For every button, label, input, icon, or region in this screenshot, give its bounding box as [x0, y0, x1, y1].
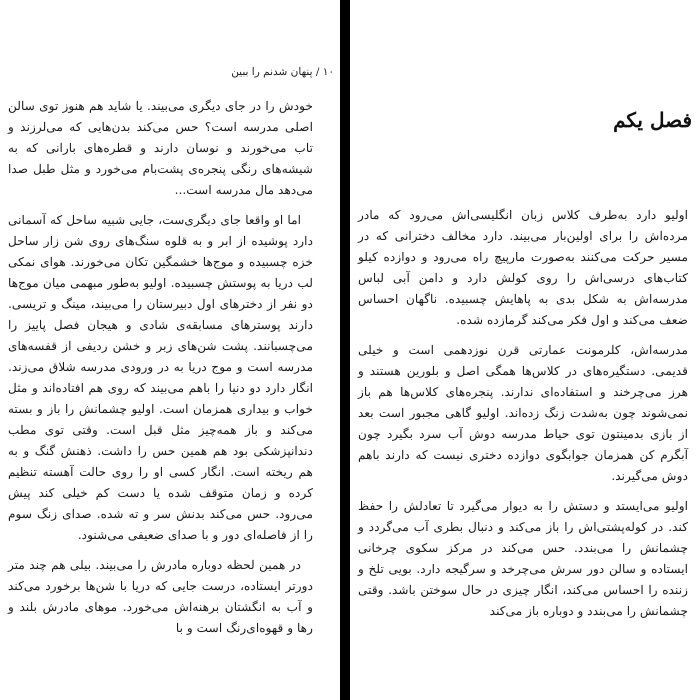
paragraph: اولیو می‌ایستد و دستش را به دیوار می‌گیرد تا تعادلش را حفظ کند. در کوله‌پشتی‌اش را باز می‌کند و دنبال بطری آب می‌گردد و چشمانش را می‌بندد. حس می‌کند در مرکز سکوی چرخانی ایستاده و سالن دور سرش می‌چرخد و سرگیجه دارد. بویی تلخ و زننده را احساس می‌کند، انگار چیزی در حال سوختن باشد. وقتی چشمانش را می‌بندد و دوباره باز می‌کند	[358, 499, 688, 618]
paragraph: اولیو دارد به‌طرف کلاس زبان انگلیسی‌اش می‌رود که مادر مرده‌اش را برای اولین‌بار می‌بیند. دارد مخالف دخترانی که در مسیر حرکت می‌کنند به‌صورت مارپیچ راه می‌رود و دوازده کیلو کتاب‌های درسی‌اش را روی کولش دارد و دامن آبی لباس مدرسه‌اش به شکل بدی به پاهایش چسبیده. ناگهان احساس ضعف می‌کند و اول فکر می‌کند گرمازده شده.	[358, 208, 688, 327]
right-page	[350, 0, 700, 700]
left-page	[0, 0, 340, 700]
chapter-title: فصل یکم	[613, 108, 692, 132]
paragraph: در همین لحظه دوباره مادرش را می‌بیند. بیلی هم چند متر دورتر ایستاده، درست جایی که دریا با شن‌ها برخورد می‌کند و آب به انگشتان برهنه‌اش می‌خورد. موهای مادرش بلند و رها و قهوه‌ای‌رنگ است و با	[8, 558, 313, 635]
left-page-body	[8, 96, 313, 639]
book-spine	[340, 0, 350, 700]
right-page-body	[358, 205, 688, 622]
running-head: ۱۰ / پنهان شدنم را ببین	[231, 66, 334, 78]
paragraph: اما او واقعا جای دیگری‌ست، جایی شبیه ساحل که آسمانی دارد پوشیده از ابر و به قلوه سنگ‌های روی شن زار ساحل خزه چسبیده و موج‌ها خشمگین تکان می‌خورند. هوای نمکی لب دریا به پوستش چسبیده. اولیو به‌طور مبهمی میان موج‌ها دو نفر از دخترهای اول دبیرستان را می‌بیند، مینگ و تریسی. دارند پوسترهای مسابقه‌ی شادی و هیجان فصل پاییز را می‌چسبانند. پشت شن‌های زبر و خشن ردیفی از قفسه‌های مدرسه است و موج دریا به در ورودی مدرسه شلاق می‌زند. انگار دارد دو دنیا را باهم می‌بیند که روی هم افتاده‌اند و مثل خواب و بیداری همزمان است. اولیو چشمانش را باز و بسته می‌کند و باز همه‌چیز مثل قبل است. وقتی توی مطب دندانپزشکی بود هم همین حس را داشت. ذهنش گنگ و به هم ریخته است. انگار کسی او را روی حالت آهسته تنظیم کرده و زمان متوقف شده یا دست کم خیلی کند پیش می‌رود. حس می‌کند بدنش سر و ته شده. صدای زنگ سوم را از فاصله‌ای دور و با صدای ضعیفی می‌شنود.	[8, 213, 313, 542]
paragraph: مدرسه‌اش، کلرمونت عمارتی قرن نوزدهمی است و خیلی قدیمی. دستگیره‌های در کلاس‌ها همگی اصل و بلورین هستند و هرز می‌چرخند و استفاده‌ای ندارند. پنجره‌های کلاس‌ها هم باز نمی‌شوند چون به‌شدت زنگ زده‌اند. اولیو گاهی مجبور است بعد از بازی بدمینتون توی حیاط مدرسه دوش آب سرد بگیرد چون آبگرم کن همزمان جوابگوی دوازده دختری نیست که دارند باهم دوش می‌گیرند.	[358, 343, 688, 483]
paragraph: خودش را در جای دیگری می‌بیند. یا شاید هم هنوز توی سالن اصلی مدرسه است؟ حس می‌کند بدن‌هایی که می‌لرزند و تاب می‌خورند و نوسان دارند و قطره‌های بارانی که به شیشه‌های رنگی پنجره‌ی پشت‌بام می‌خورد و مثل طبل صدا می‌دهد مال مدرسه است...	[8, 99, 313, 197]
